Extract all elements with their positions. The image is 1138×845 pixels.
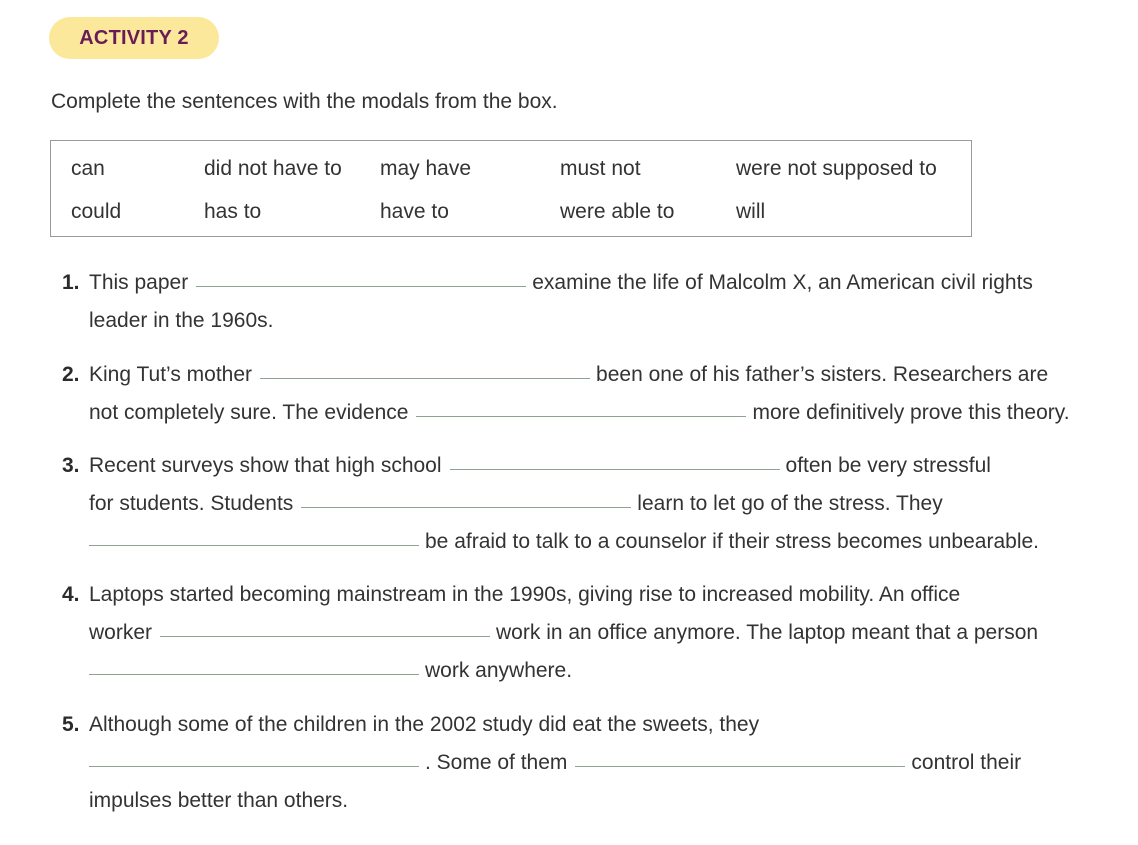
word-box-item: will [736,200,766,223]
item-text: This paper [89,271,189,294]
item-text: King Tut’s mother [89,363,253,386]
word-box-item: did not have to [204,157,342,180]
item-text: be afraid to talk to a counselor if their stress becomes unbearable. [425,530,1040,553]
item-text: more definitively prove this theory. [752,401,1070,424]
item-text: impulses better than others. [89,789,349,812]
activity-label: ACTIVITY 2 [79,26,189,49]
item-text: work anywhere. [425,659,573,682]
item-line [89,454,991,478]
item-number: 2. [62,363,80,386]
word-box-item: could [71,200,122,223]
item-text: not completely sure. The evidence [89,401,409,424]
item-text: control their [911,751,1022,774]
answer-blank[interactable] [260,377,590,379]
item-text: been one of his father’s sisters. Researchers are [596,363,1049,386]
item-line [89,789,348,813]
activity-badge [49,17,219,59]
item-line [89,583,960,607]
item-text: learn to let go of the stress. They [637,492,943,515]
item-text: Recent surveys show that high school [89,454,442,477]
word-box-item: were not supposed to [736,157,937,180]
word-box-item: may have [380,157,472,180]
item-line [89,492,943,516]
item-number: 4. [62,583,80,606]
item-line [89,401,1070,425]
item-text: often be very stressful [785,454,991,477]
item-line [89,363,1048,387]
answer-blank[interactable] [89,673,419,675]
item-text: leader in the 1960s. [89,309,274,332]
item-text: work in an office anymore. The laptop meant that a person [496,621,1039,644]
word-box-item: were able to [560,200,675,223]
item-line [89,271,1033,295]
item-line [89,751,1021,775]
item-line [89,713,759,737]
answer-blank[interactable] [416,415,746,417]
answer-blank[interactable] [89,765,419,767]
item-number: 3. [62,454,80,477]
answer-blank[interactable] [160,635,490,637]
word-box-item: must not [560,157,641,180]
item-line [89,530,1039,554]
word-box-item: have to [380,200,449,223]
answer-blank[interactable] [575,765,905,767]
word-box [50,140,972,237]
item-text: for students. Students [89,492,294,515]
item-line [89,309,273,333]
item-text: Although some of the children in the 2002 study did eat the sweets, they [89,713,760,736]
item-number: 1. [62,271,80,294]
answer-blank[interactable] [450,468,780,470]
answer-blank[interactable] [89,544,419,546]
word-box-item: has to [204,200,262,223]
item-line [89,659,572,683]
item-text: worker [89,621,153,644]
item-number: 5. [62,713,80,736]
item-line [89,621,1038,645]
instructions: Complete the sentences with the modals from the box. [51,90,558,113]
item-text: examine the life of Malcolm X, an American civil rights [532,271,1033,294]
answer-blank[interactable] [301,506,631,508]
answer-blank[interactable] [196,285,526,287]
word-box-item: can [71,157,105,180]
item-text: . Some of them [425,751,568,774]
item-text: Laptops started becoming mainstream in the 1990s, giving rise to increased mobility. An office [89,583,961,606]
